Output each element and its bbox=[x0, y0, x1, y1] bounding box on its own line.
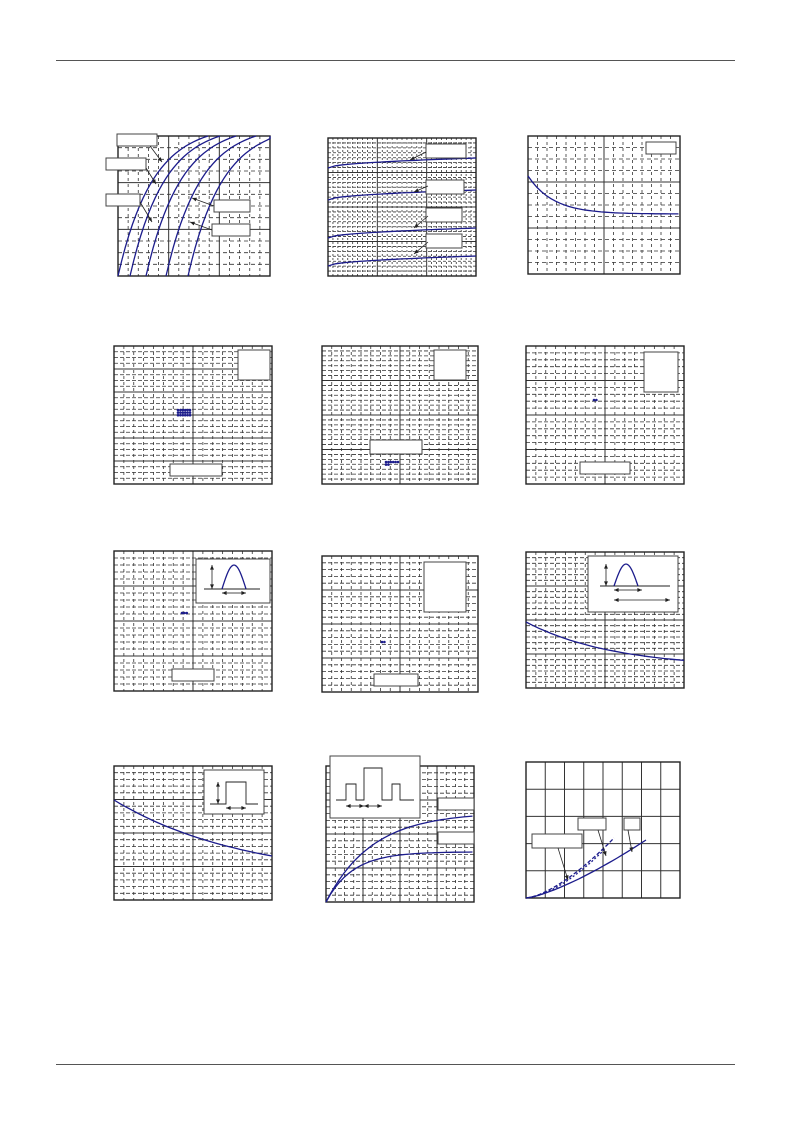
data-point bbox=[184, 411, 187, 414]
data-point bbox=[184, 409, 187, 412]
label-box bbox=[426, 144, 466, 158]
label-box bbox=[426, 208, 462, 222]
data-point bbox=[381, 641, 384, 644]
label-box bbox=[212, 224, 250, 236]
label-box bbox=[426, 180, 464, 194]
data-point bbox=[390, 461, 393, 464]
data-point bbox=[189, 411, 192, 414]
data-point bbox=[392, 461, 395, 464]
label-box bbox=[580, 462, 630, 474]
data-point bbox=[179, 414, 182, 417]
chart-r2c2 bbox=[316, 340, 482, 490]
chart-r4c3 bbox=[518, 756, 688, 906]
data-point bbox=[179, 411, 182, 414]
label-box bbox=[370, 440, 422, 454]
header-rule bbox=[56, 60, 735, 61]
data-point bbox=[177, 411, 180, 414]
data-point bbox=[182, 411, 185, 414]
data-point bbox=[387, 461, 390, 464]
label-box bbox=[578, 818, 606, 830]
label-box bbox=[106, 194, 140, 206]
data-point bbox=[186, 414, 189, 417]
annotation-arrowhead bbox=[192, 198, 197, 202]
inset-box bbox=[204, 770, 264, 814]
annotation-arrowhead bbox=[190, 222, 195, 226]
series-line-2 bbox=[326, 852, 473, 902]
data-point bbox=[182, 409, 185, 412]
chart-r1c3 bbox=[520, 130, 690, 278]
data-point bbox=[181, 612, 184, 615]
chart-r3c3 bbox=[520, 548, 690, 698]
label-box bbox=[117, 134, 157, 146]
data-point bbox=[182, 414, 185, 417]
data-point bbox=[186, 409, 189, 412]
label-box bbox=[238, 350, 270, 380]
label-box bbox=[434, 350, 466, 380]
data-point bbox=[387, 463, 390, 466]
label-box bbox=[646, 142, 676, 154]
label-box bbox=[532, 834, 582, 848]
chart-r1c1 bbox=[80, 126, 280, 284]
chart-r3c2 bbox=[316, 550, 482, 700]
chart-r2c1 bbox=[108, 340, 280, 490]
label-box bbox=[438, 832, 474, 844]
series-line-3 bbox=[526, 840, 646, 898]
label-box bbox=[624, 818, 640, 830]
chart-r1c2 bbox=[320, 130, 480, 278]
label-box bbox=[424, 562, 466, 612]
data-point bbox=[383, 641, 386, 644]
chart-r4c1 bbox=[108, 760, 280, 908]
inset-box bbox=[588, 556, 678, 612]
data-point bbox=[186, 612, 189, 615]
data-point bbox=[179, 409, 182, 412]
chart-r4c2 bbox=[318, 750, 482, 910]
series-line-1 bbox=[326, 816, 473, 902]
chart-r3c1 bbox=[108, 545, 280, 699]
data-point bbox=[184, 414, 187, 417]
data-point bbox=[385, 463, 388, 466]
annotation-leader bbox=[558, 848, 568, 880]
label-box bbox=[374, 674, 418, 686]
label-box bbox=[170, 464, 222, 476]
data-point bbox=[189, 409, 192, 412]
data-point bbox=[397, 461, 400, 464]
data-point bbox=[385, 461, 388, 464]
label-box bbox=[214, 200, 250, 212]
data-point bbox=[177, 409, 180, 412]
chart-r2c3 bbox=[520, 340, 690, 490]
data-point bbox=[183, 612, 186, 615]
label-box bbox=[438, 798, 474, 810]
data-point bbox=[595, 399, 598, 402]
inset-box bbox=[330, 756, 420, 818]
label-box bbox=[426, 234, 462, 248]
label-box bbox=[644, 352, 678, 392]
data-point bbox=[593, 399, 596, 402]
data-point bbox=[186, 411, 189, 414]
label-box bbox=[106, 158, 146, 170]
data-point bbox=[189, 414, 192, 417]
data-point bbox=[177, 414, 180, 417]
footer-rule bbox=[56, 1064, 735, 1065]
label-box bbox=[172, 669, 214, 681]
data-point bbox=[394, 461, 397, 464]
